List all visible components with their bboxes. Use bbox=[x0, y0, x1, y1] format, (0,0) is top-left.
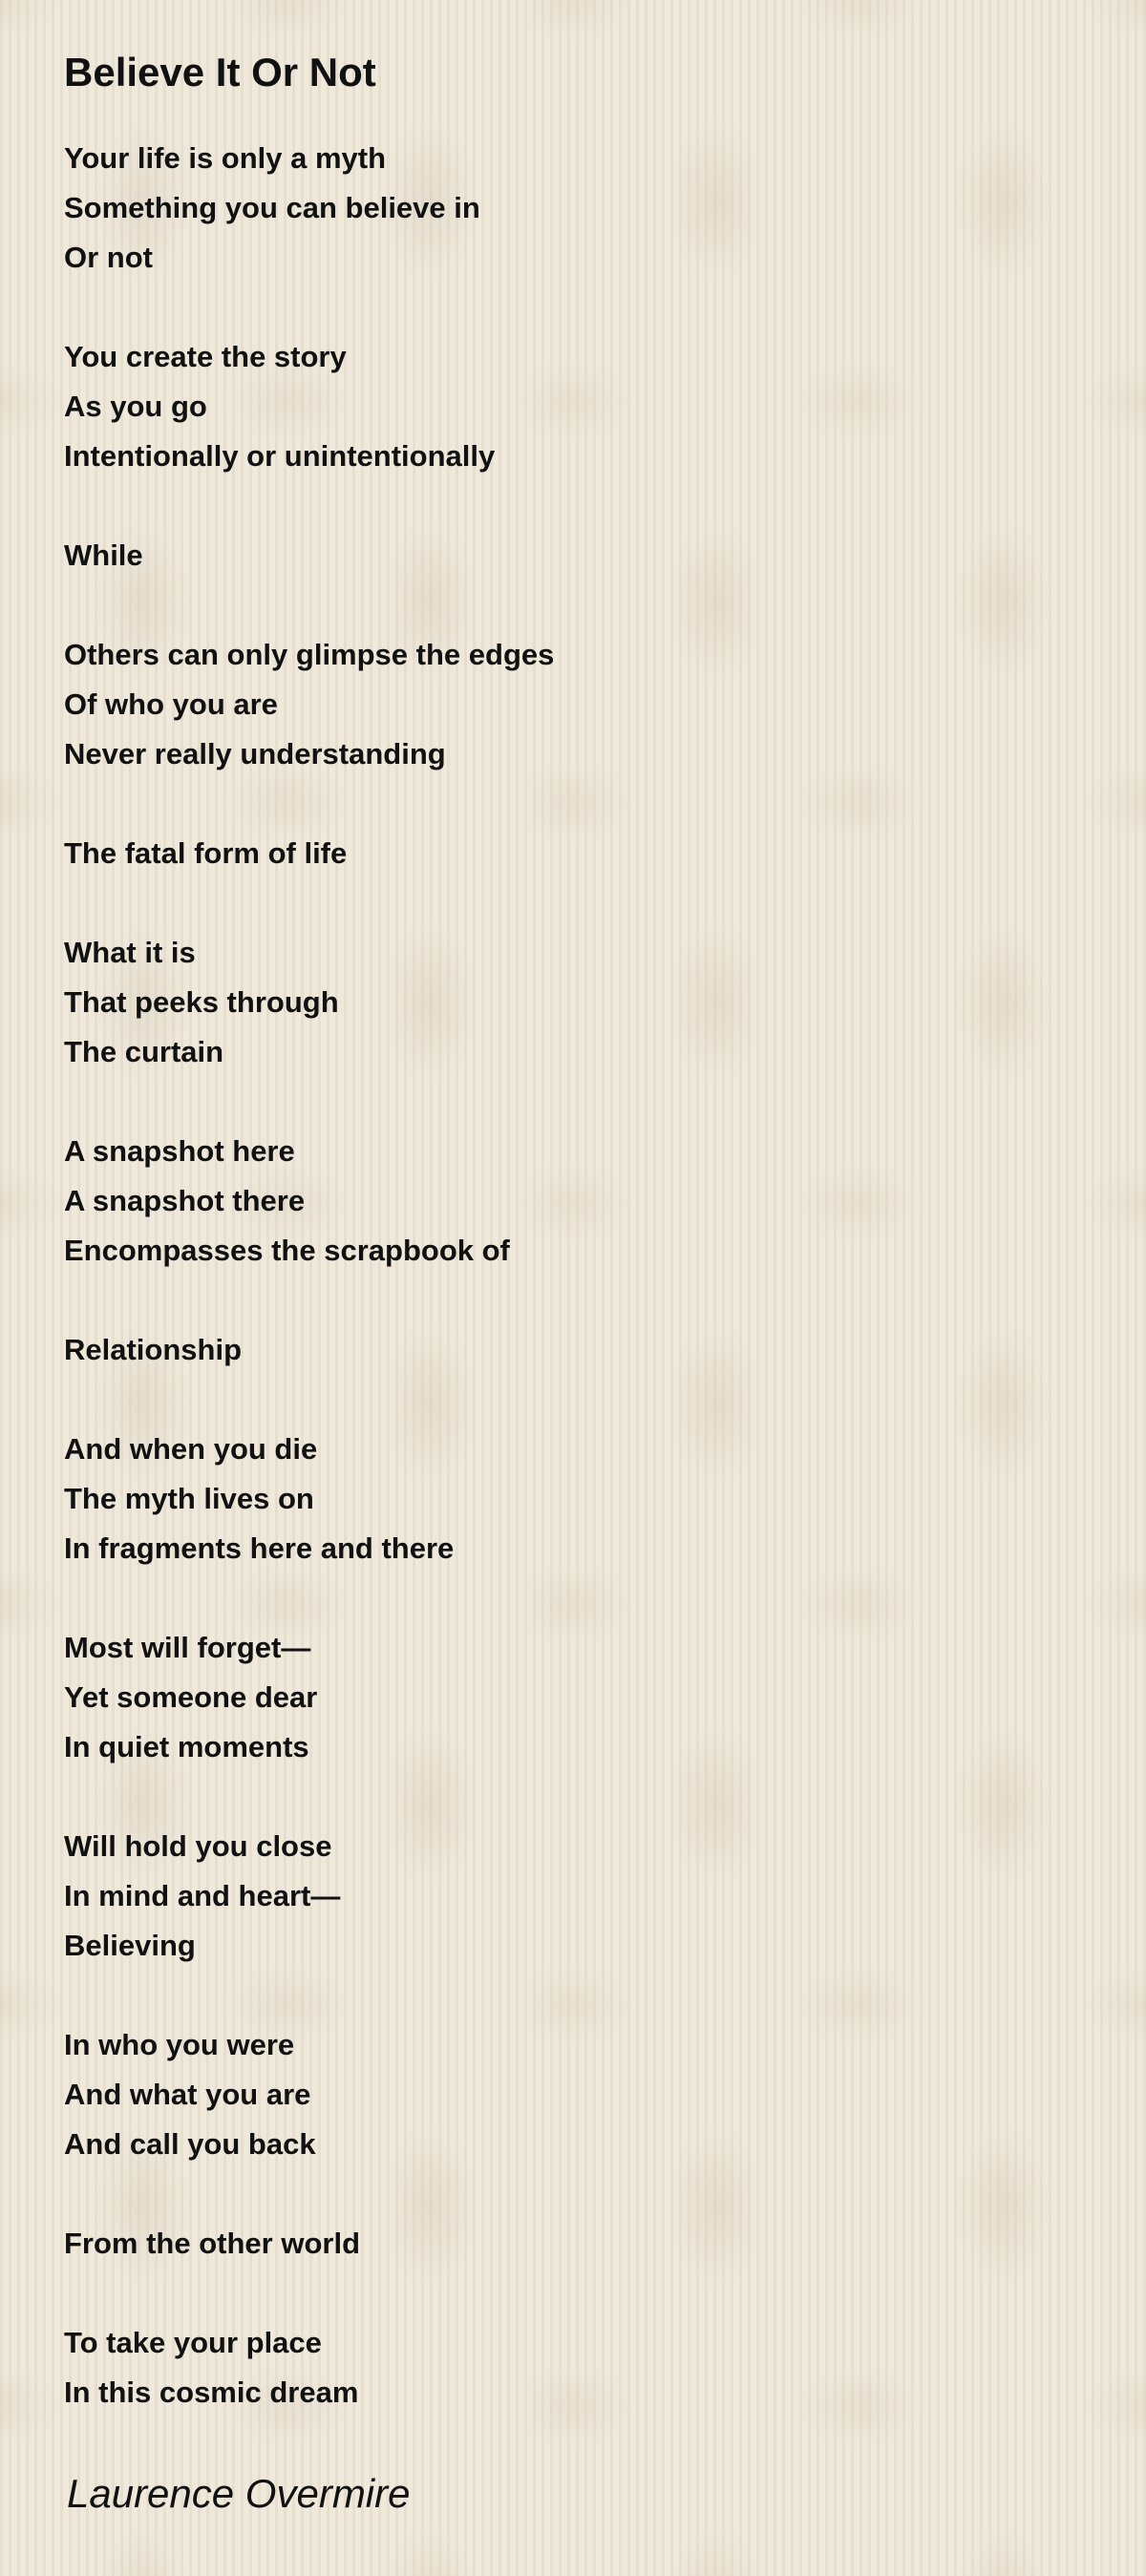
poem-line: What it is bbox=[64, 936, 196, 969]
poem-line: Something you can believe in bbox=[64, 191, 480, 224]
poem-page bbox=[64, 48, 1095, 2519]
poem-stanza bbox=[64, 928, 1095, 1077]
poem-line: Of who you are bbox=[64, 687, 278, 721]
poem-line: While bbox=[64, 538, 143, 572]
poem-line: To take your place bbox=[64, 2326, 322, 2359]
poem-line: Believing bbox=[64, 1929, 196, 1962]
poem-line: In who you were bbox=[64, 2028, 295, 2061]
poem-line: Will hold you close bbox=[64, 1829, 332, 1863]
poem-line: Relationship bbox=[64, 1333, 243, 1366]
poem-line: In fragments here and there bbox=[64, 1531, 455, 1565]
poem-stanza bbox=[64, 1325, 1095, 1375]
poem-stanza bbox=[64, 531, 1095, 581]
poem-line: Never really understanding bbox=[64, 737, 446, 771]
poem-line: As you go bbox=[64, 390, 207, 423]
poem-stanza bbox=[64, 2020, 1095, 2169]
poem-line: A snapshot there bbox=[64, 1184, 306, 1217]
poem-line: The fatal form of life bbox=[64, 836, 348, 870]
poem-stanza bbox=[64, 630, 1095, 779]
poem-line: Most will forget— bbox=[64, 1631, 311, 1664]
poem-stanza bbox=[64, 2219, 1095, 2269]
poem-line: Your life is only a myth bbox=[64, 141, 387, 175]
poem-line: In this cosmic dream bbox=[64, 2375, 359, 2409]
poem-line: Encompasses the scrapbook of bbox=[64, 1234, 510, 1267]
poem-stanza bbox=[64, 1425, 1095, 1573]
poem-line: You create the story bbox=[64, 340, 347, 373]
poem-line: From the other world bbox=[64, 2227, 360, 2260]
poem-stanza bbox=[64, 829, 1095, 878]
poem-line: And when you die bbox=[64, 1432, 318, 1466]
poem-line: Intentionally or unintentionally bbox=[64, 439, 496, 473]
poem-stanza bbox=[64, 2318, 1095, 2418]
poem-stanza bbox=[64, 332, 1095, 481]
poem-line: And what you are bbox=[64, 2078, 311, 2111]
poem-line: The curtain bbox=[64, 1035, 224, 1068]
poem-line: That peeks through bbox=[64, 985, 339, 1019]
poem-line: Yet someone dear bbox=[64, 1680, 318, 1714]
poem-line: And call you back bbox=[64, 2127, 316, 2161]
poem-title: Believe It Or Not bbox=[64, 50, 376, 95]
poem-stanza bbox=[64, 134, 1095, 283]
poem-stanza bbox=[64, 1623, 1095, 1772]
poem-line: Or not bbox=[64, 241, 153, 274]
poem-line: In quiet moments bbox=[64, 1730, 309, 1763]
poem-body bbox=[64, 134, 1095, 2418]
poem-stanza bbox=[64, 1127, 1095, 1276]
poem-author: Laurence Overmire bbox=[67, 2471, 411, 2516]
poem-stanza bbox=[64, 1822, 1095, 1971]
poem-line: Others can only glimpse the edges bbox=[64, 638, 555, 671]
poem-line: A snapshot here bbox=[64, 1134, 295, 1168]
poem-line: The myth lives on bbox=[64, 1482, 314, 1515]
poem-line: In mind and heart— bbox=[64, 1879, 341, 1912]
